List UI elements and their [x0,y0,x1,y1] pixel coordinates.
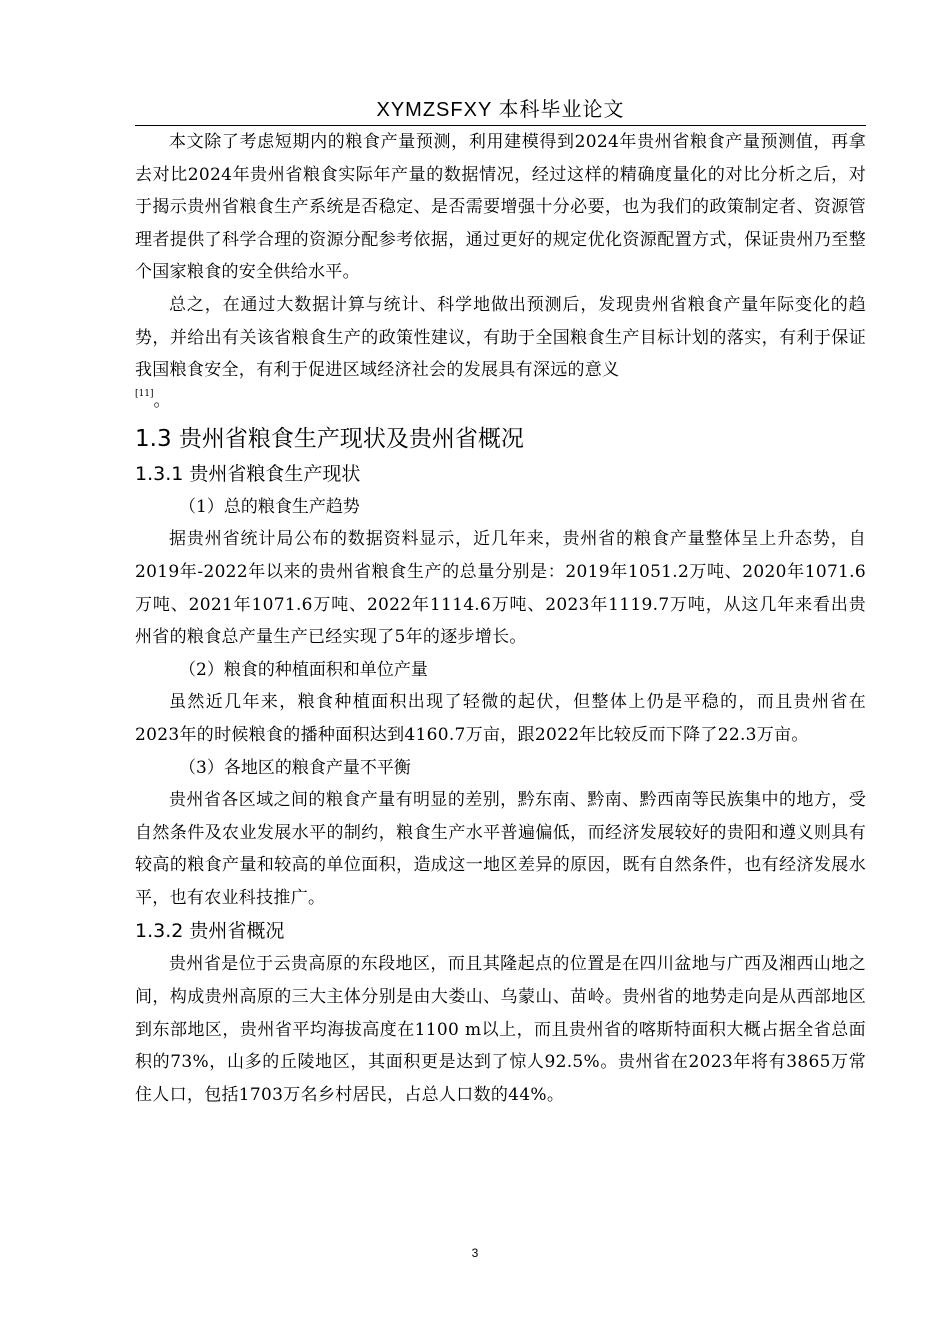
subsection-heading-2: 1.3.2 贵州省概况 [135,920,285,943]
intro-paragraph-2-text: 总之，在通过大数据计算与统计、科学地做出预测后，发现贵州省粮食产量年际变化的趋势，并给出有关该省粮食生产的政策性建议，有助于全国粮食生产目标计划的落实，有利于保证我国粮食安全，有利于促进区域经济社会的发展具有深远的意义 [135,294,866,381]
item-2-title: （2）粮食的种植面积和单位产量 [179,659,428,680]
item-3-title: （3）各地区的粮食产量不平衡 [179,757,411,778]
item-1-text: 据贵州省统计局公布的数据资料显示，近几年来，贵州省的粮食产量整体呈上升态势，自2019年-2022年以来的贵州省粮食生产的总量分别是：2019年1051.2万吨、2020年1071.6万吨、2021年1071.6万吨、2022年1114.6万吨、2023年1119.7万吨，从这几年来看出贵州省的粮食总产量生产已经实现了5年的逐步增长。 [135,529,866,648]
page-header: XYMZSFXY 本科毕业论文 [376,99,625,121]
item-2-text: 虽然近几年来，粮食种植面积出现了轻微的起伏，但整体上仍是平稳的，而且贵州省在2023年的时候粮食的播种面积达到4160.7万亩，跟2022年比较反而下降了22.3万亩。 [135,692,866,745]
intro-paragraph-2 [135,289,866,387]
item-3-text: 贵州省各区域之间的粮食产量有明显的差别，黔东南、黔南、黔西南等民族集中的地方，受自然条件及农业发展水平的制约，粮食生产水平普遍偏低，而经济发展较好的贵阳和遵义则具有较高的粮食产量和较高的单位面积，造成这一地区差异的原因，既有自然条件，也有经济发展水平，也有农业科技推广。 [135,790,866,908]
page-number: 3 [471,1246,479,1260]
intro-paragraph-1: 本文除了考虑短期内的粮食产量预测，利用建模得到2024年贵州省粮食产量预测值，再拿去对比2024年贵州省粮食实际年产量的数据情况，经过这样的精确度量化的对比分析之后，对于揭示贵州省粮食生产系统是否稳定、是否需要增强十分必要，也为我们的政策制定者、资源管理者提供了科学合理的资源分配参考依据，通过更好的规定优化资源配置方式，保证贵州乃至整个国家粮食的安全供给水平。 [135,132,866,283]
citation-end: 。 [153,390,171,411]
citation-line [135,387,866,415]
section-heading: 1.3 贵州省粮食生产现状及贵州省概况 [135,425,524,452]
item-1-title: （1）总的粮食生产趋势 [179,496,360,517]
overview-text: 贵州省是位于云贵高原的东段地区，而且其隆起点的位置是在四川盆地与广西及湘西山地之间，构成贵州高原的三大主体分别是由大娄山、乌蒙山、苗岭。贵州省的地势走向是从西部地区到东部地区，贵州省平均海拔高度在1100 m以上，而且贵州省的喀斯特面积大概占据全省总面积的73%，山多的丘陵地区，其面积更是达到了惊人92.5%。贵州省在2023年将有3865万常住人口，包括1703万名乡村居民，占总人口数的44%。 [135,954,866,1105]
page-content [135,126,866,1111]
subsection-heading-1: 1.3.1 贵州省粮食生产现状 [135,462,361,485]
citation-ref: [11] [135,388,154,399]
